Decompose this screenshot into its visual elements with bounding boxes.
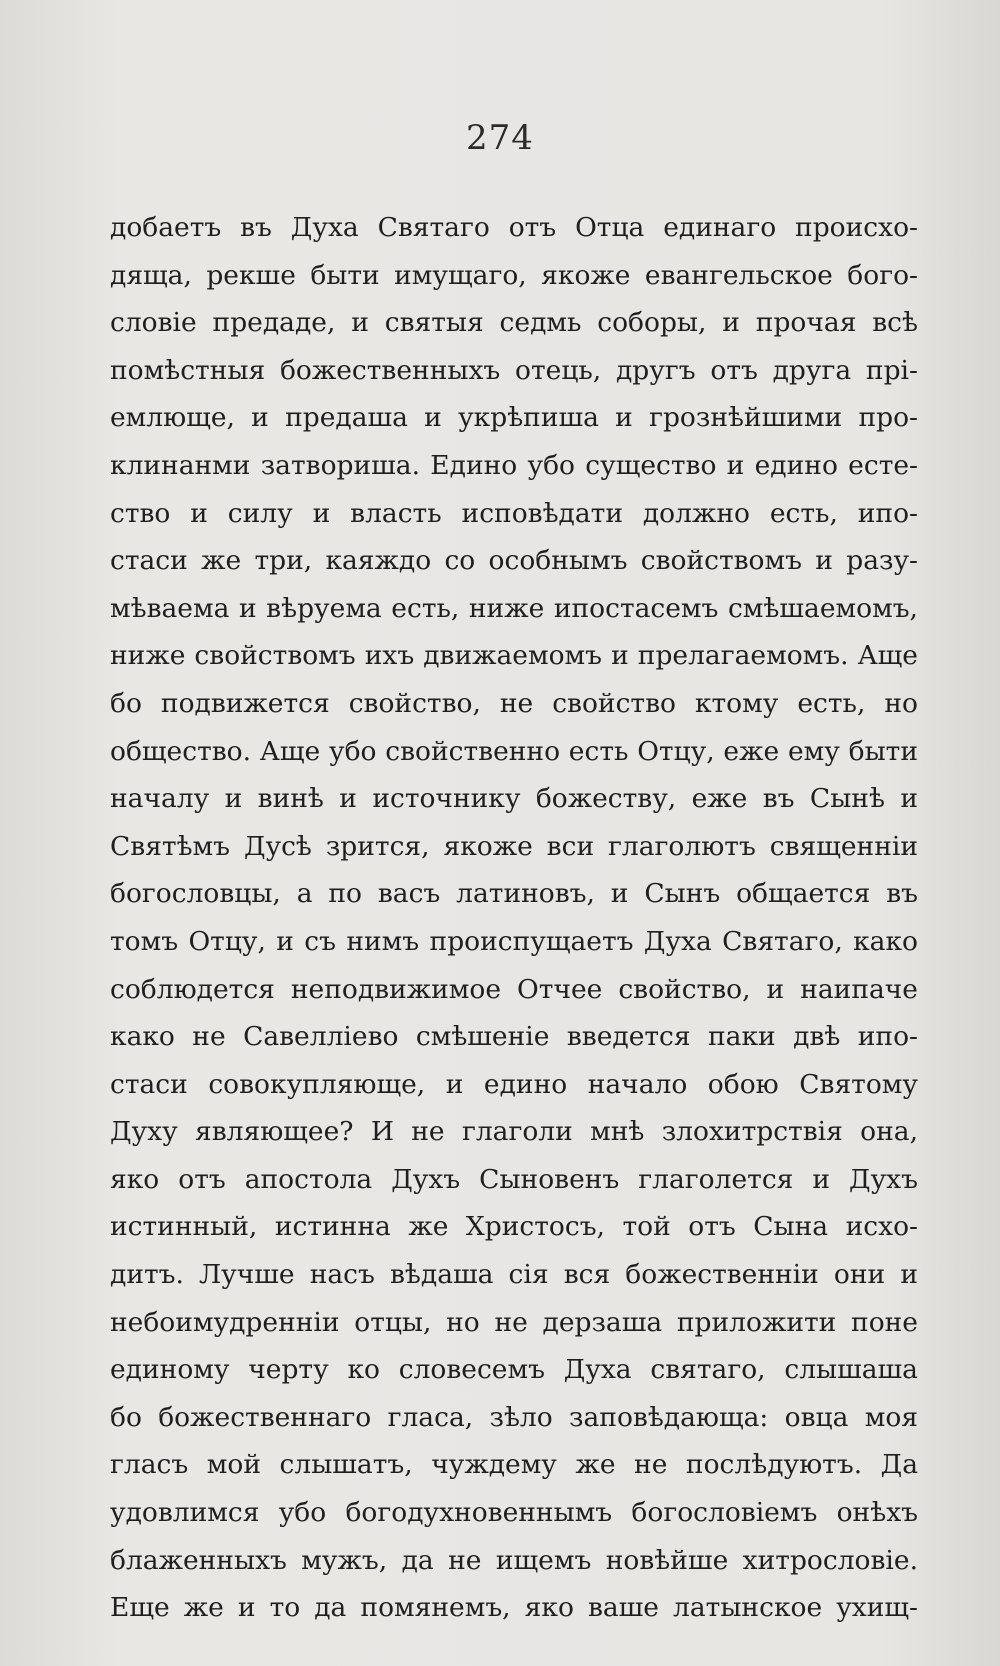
text-line: истинный, истинна же Христосъ, той отъ Сына исхо-	[110, 1211, 918, 1243]
text-line: словіе предаде, и святыя седмь соборы, и прочая вcѣ	[110, 307, 918, 339]
page-number: 274	[466, 118, 534, 158]
text-line: началу и винѣ и источнику божеству, еже въ Сынѣ и	[110, 783, 918, 815]
text-line: гласъ мой слышатъ, чуждему же не послѣдуютъ. Да	[110, 1449, 918, 1481]
text-line: томъ Отцу, и съ нимъ происпущаетъ Духа Святаго, како	[110, 925, 918, 957]
text-line: блаженныхъ мужъ, да не ищемъ новѣйше хитрословіе.	[110, 1544, 918, 1576]
text-line: како не Савелліево смѣшеніе введется паки двѣ ипо-	[110, 1021, 918, 1053]
text-line: Еще же и то да помянемъ, яко ваше латынское ухищ-	[110, 1592, 918, 1624]
text-line: стаси же три, каяждо со особнымъ свойствомъ и разу-	[110, 545, 918, 577]
text-line: дяща, рекше быти имущаго, якоже евангельское бого-	[110, 259, 918, 291]
text-line: стаси совокупляюще, и едино начало обою Святому	[110, 1068, 918, 1100]
text-line: ниже свойствомъ ихъ движаемомъ и прелагаемомъ. Аще	[110, 640, 918, 672]
text-line: небоимудренніи отцы, но не дерзаша приложити поне	[110, 1306, 918, 1338]
text-line: добаетъ въ Духа Святаго отъ Отца единаго происхо-	[110, 212, 918, 243]
text-line: Святѣмъ Дусѣ зрится, якоже вси глаголютъ священніи	[110, 830, 918, 862]
text-line: бо подвижется свойство, не свойство ктому есть, но	[110, 687, 918, 719]
text-line: дитъ. Лучше насъ вѣдаша сія вся божественніи они и	[110, 1259, 918, 1291]
text-line: емлюще, и предаша и укрѣпиша и грознѣйшими про-	[110, 402, 918, 434]
text-line: мѣваема и вѣруема есть, ниже ипостасемъ смѣшаемомъ,	[110, 592, 918, 624]
text-line: общество. Аще убо свойственно есть Отцу, еже ему быти	[110, 735, 918, 767]
page-body-text	[110, 204, 918, 1632]
text-line: ство и силу и власть исповѣдати должно есть, ипо-	[110, 497, 918, 529]
text-line: Духу являющее? И не глаголи мнѣ злохитрствія она,	[110, 1116, 918, 1148]
text-line: соблюдется неподвижимое Отчее свойство, и наипаче	[110, 973, 918, 1005]
text-line: единому черту ко словесемъ Духа святаго, слышаша	[110, 1354, 918, 1386]
text-line: яко отъ апостола Духъ Сыновенъ глаголется и Духъ	[110, 1163, 918, 1195]
text-line: удовлимся убо богодухновеннымъ богословіемъ онѣхъ	[110, 1497, 918, 1529]
text-line: помѣстныя божественныхъ отець, другъ отъ друга прі-	[110, 354, 918, 386]
text-line: богословцы, а по васъ латиновъ, и Сынъ общается въ	[110, 878, 918, 910]
text-line: бо божественнаго гласа, зѣло заповѣдающа: овца моя	[110, 1401, 918, 1433]
text-line: клинанми затвориша. Едино убо существо и едино есте-	[110, 449, 918, 481]
